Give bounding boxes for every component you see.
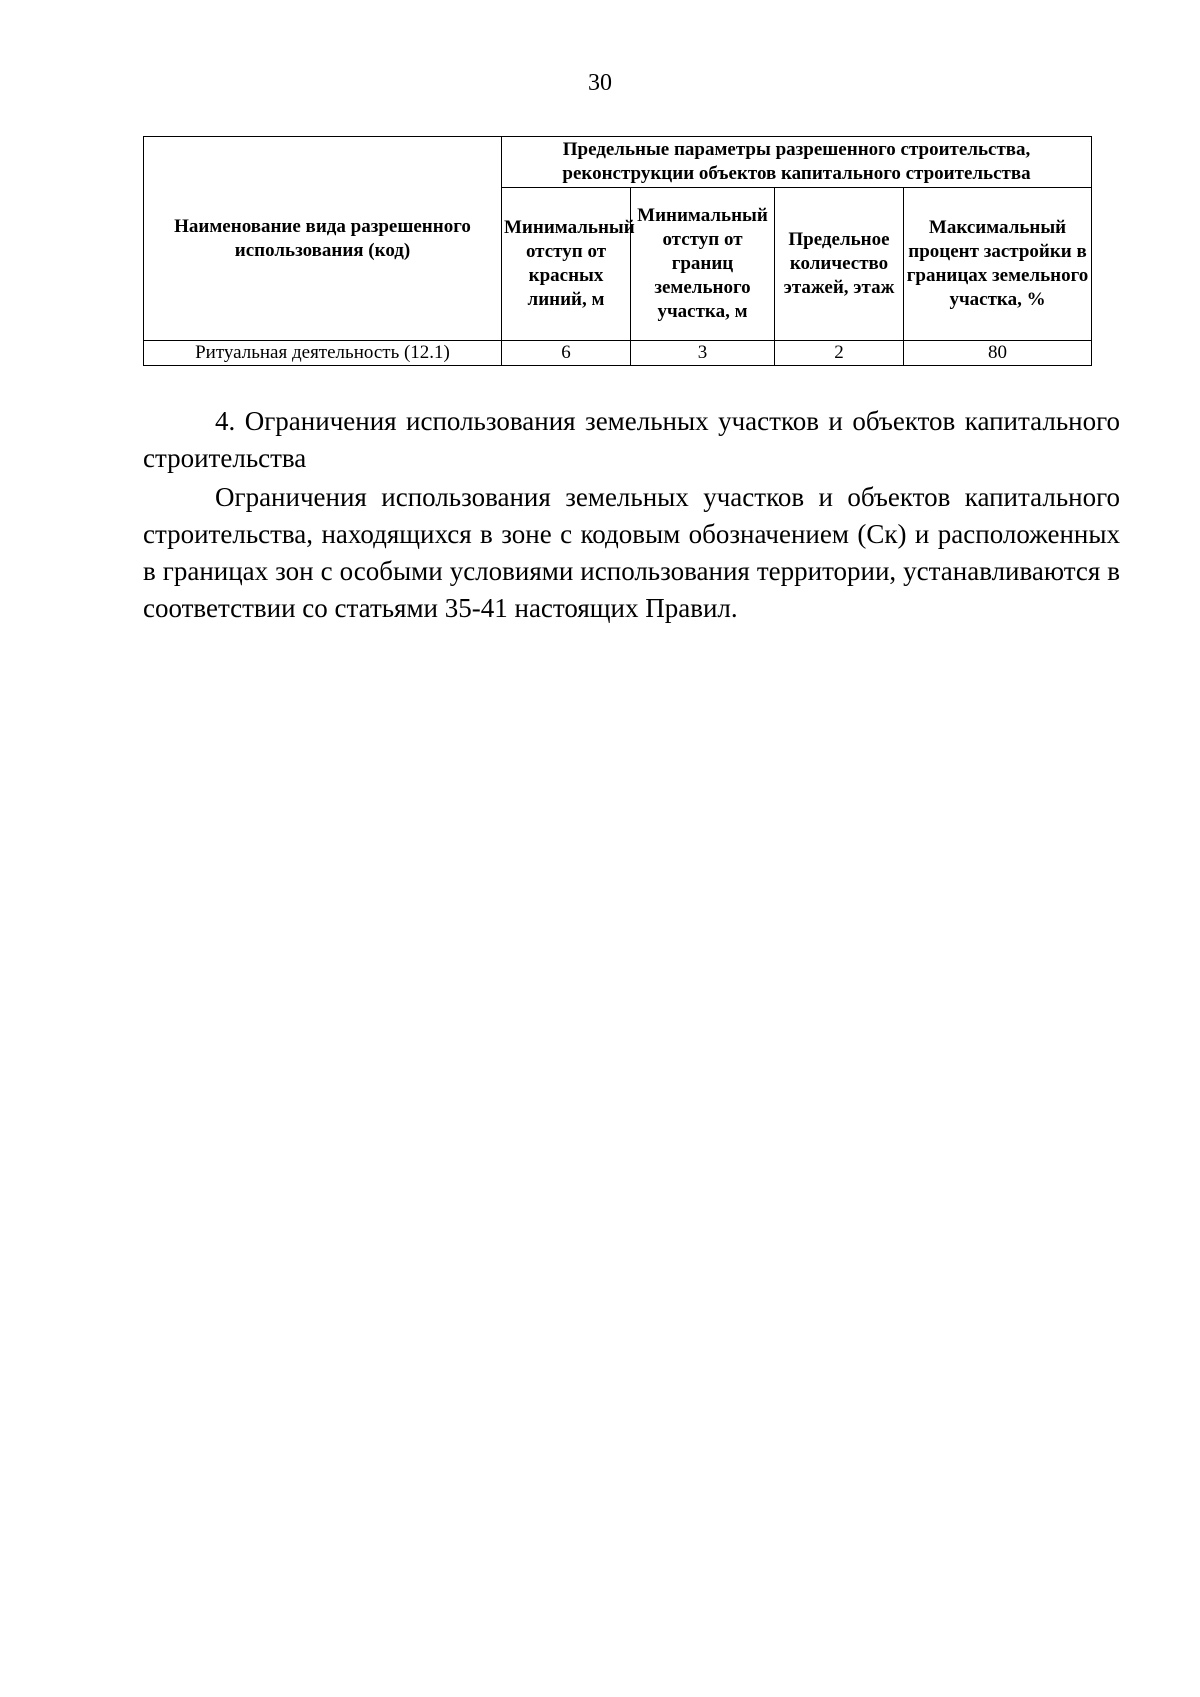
table-header-row xyxy=(144,137,1092,188)
subheader-max-coverage: Максимальный процент застройки в границах земельного участка, % xyxy=(904,188,1092,341)
row-name: Ритуальная деятельность (12.1) xyxy=(144,341,502,366)
table-row xyxy=(144,341,1092,366)
row-value-min-red-lines: 6 xyxy=(502,341,631,366)
row-value-max-floors: 2 xyxy=(775,341,904,366)
parameters-table xyxy=(143,136,1092,366)
section-heading-text: Ограничения использования земельных участков и объектов капитального строительства xyxy=(143,406,1120,473)
header-group: Предельные параметры разрешенного строительства, реконструкции объектов капитального строительства xyxy=(502,137,1092,188)
section-heading xyxy=(143,403,1120,477)
header-name: Наименование вида разрешенного использования (код) xyxy=(144,137,502,341)
row-value-max-coverage: 80 xyxy=(904,341,1092,366)
page-number: 30 xyxy=(588,70,612,96)
subheader-min-red-lines: Минимальный отступ от красных линий, м xyxy=(502,188,631,341)
section-body: Ограничения использования земельных участков и объектов капитального строительства, находящихся в зоне с кодовым обозначением (Ск) и расположенных в границах зон с особыми условиями использования территории, устанавливаются в соответствии со статьями 35-41 настоящих Правил. xyxy=(143,482,1120,623)
row-value-min-plot-boundary: 3 xyxy=(631,341,775,366)
subheader-min-plot-boundary: Минимальный отступ от границ земельного участка, м xyxy=(631,188,775,341)
subheader-max-floors: Предельное количество этажей, этаж xyxy=(775,188,904,341)
section-number: 4. xyxy=(215,406,236,436)
